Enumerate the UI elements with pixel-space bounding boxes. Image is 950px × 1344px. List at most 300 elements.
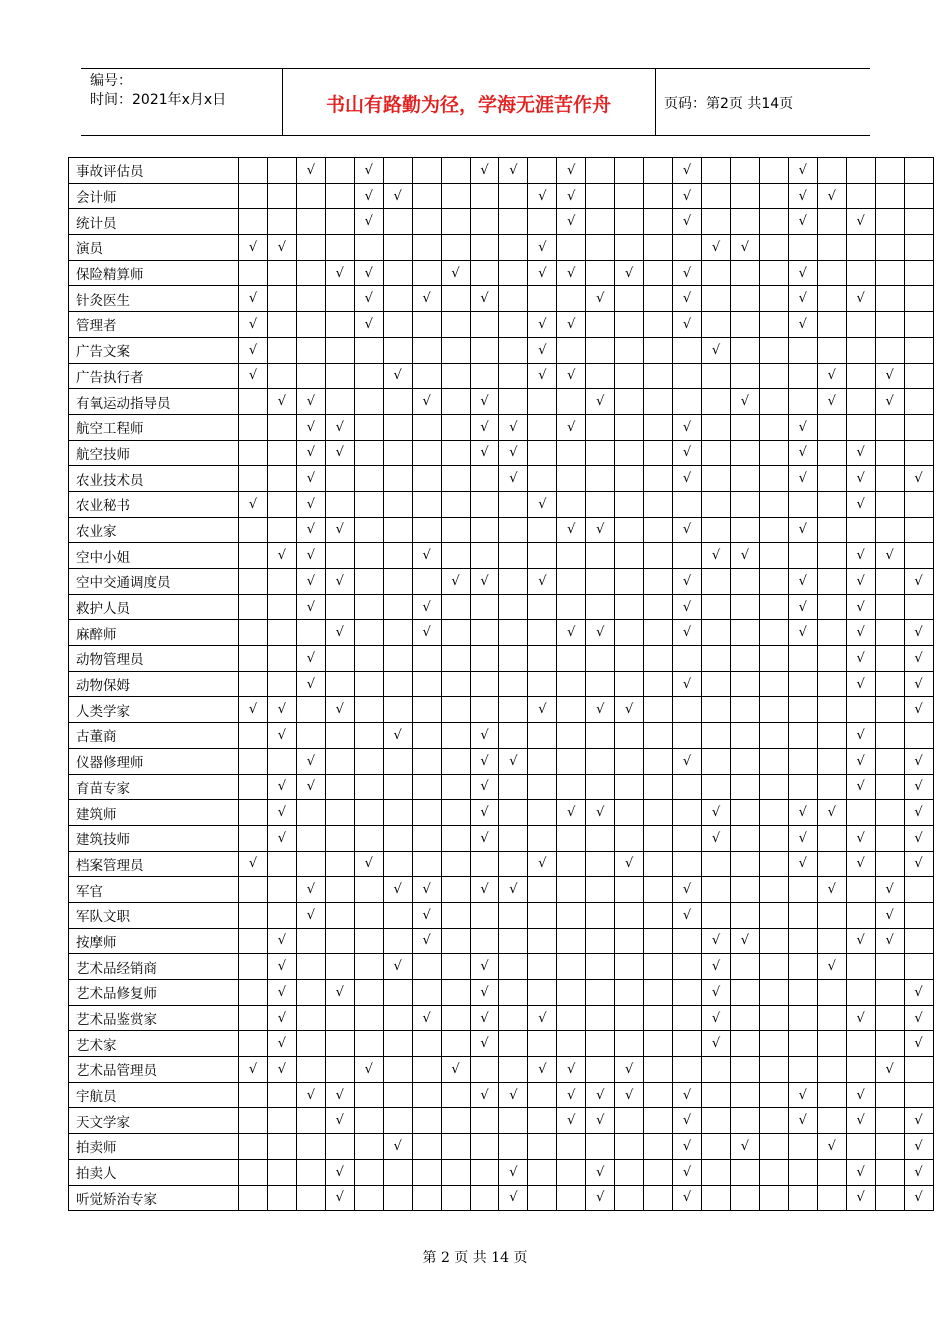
- empty-cell: [441, 1185, 470, 1211]
- empty-cell: [759, 620, 788, 646]
- empty-cell: [499, 363, 528, 389]
- check-mark-cell: √: [296, 491, 325, 517]
- empty-cell: [383, 209, 412, 235]
- check-mark-cell: √: [788, 1108, 817, 1134]
- check-mark-cell: √: [267, 235, 296, 261]
- check-mark-cell: √: [354, 1057, 383, 1083]
- occupation-name: 麻醉师: [69, 620, 239, 646]
- empty-cell: [383, 902, 412, 928]
- table-row: [69, 1082, 934, 1108]
- empty-cell: [528, 620, 557, 646]
- empty-cell: [759, 1108, 788, 1134]
- check-mark-cell: √: [528, 337, 557, 363]
- empty-cell: [557, 774, 586, 800]
- empty-cell: [383, 517, 412, 543]
- empty-cell: [788, 235, 817, 261]
- empty-cell: [788, 748, 817, 774]
- empty-cell: [296, 1134, 325, 1160]
- check-mark-cell: √: [846, 620, 875, 646]
- check-mark-cell: √: [586, 800, 615, 826]
- empty-cell: [759, 1031, 788, 1057]
- empty-cell: [441, 620, 470, 646]
- empty-cell: [557, 491, 586, 517]
- empty-cell: [412, 748, 441, 774]
- header-bottom-rule: [81, 135, 870, 136]
- check-mark-cell: √: [296, 877, 325, 903]
- empty-cell: [499, 954, 528, 980]
- check-mark-cell: √: [846, 1005, 875, 1031]
- empty-cell: [644, 723, 673, 749]
- check-mark-cell: √: [412, 286, 441, 312]
- check-mark-cell: √: [557, 517, 586, 543]
- empty-cell: [470, 466, 499, 492]
- check-mark-cell: √: [528, 1057, 557, 1083]
- empty-cell: [644, 183, 673, 209]
- empty-cell: [528, 748, 557, 774]
- empty-cell: [528, 440, 557, 466]
- empty-cell: [412, 723, 441, 749]
- check-mark-cell: √: [499, 414, 528, 440]
- occupation-name: 动物管理员: [69, 646, 239, 672]
- empty-cell: [499, 928, 528, 954]
- empty-cell: [817, 1185, 846, 1211]
- check-mark-cell: √: [673, 569, 702, 595]
- check-mark-cell: √: [904, 980, 933, 1006]
- check-mark-cell: √: [730, 389, 759, 415]
- check-mark-cell: √: [586, 1159, 615, 1185]
- empty-cell: [383, 620, 412, 646]
- empty-cell: [702, 183, 731, 209]
- empty-cell: [875, 1185, 904, 1211]
- empty-cell: [441, 337, 470, 363]
- empty-cell: [325, 825, 354, 851]
- empty-cell: [441, 928, 470, 954]
- empty-cell: [730, 774, 759, 800]
- empty-cell: [615, 158, 644, 184]
- check-mark-cell: √: [470, 286, 499, 312]
- empty-cell: [759, 980, 788, 1006]
- empty-cell: [354, 620, 383, 646]
- table-row: [69, 646, 934, 672]
- table-row: [69, 466, 934, 492]
- empty-cell: [730, 723, 759, 749]
- empty-cell: [644, 466, 673, 492]
- check-mark-cell: √: [817, 1134, 846, 1160]
- table-row: [69, 954, 934, 980]
- empty-cell: [644, 1005, 673, 1031]
- empty-cell: [383, 1005, 412, 1031]
- empty-cell: [586, 158, 615, 184]
- empty-cell: [325, 158, 354, 184]
- empty-cell: [759, 517, 788, 543]
- empty-cell: [325, 928, 354, 954]
- empty-cell: [557, 825, 586, 851]
- empty-cell: [296, 235, 325, 261]
- empty-cell: [875, 183, 904, 209]
- empty-cell: [412, 1082, 441, 1108]
- empty-cell: [528, 1082, 557, 1108]
- empty-cell: [759, 1082, 788, 1108]
- empty-cell: [239, 389, 268, 415]
- empty-cell: [875, 1108, 904, 1134]
- empty-cell: [788, 980, 817, 1006]
- empty-cell: [730, 286, 759, 312]
- empty-cell: [586, 825, 615, 851]
- empty-cell: [644, 1108, 673, 1134]
- empty-cell: [383, 235, 412, 261]
- check-mark-cell: √: [904, 825, 933, 851]
- empty-cell: [499, 774, 528, 800]
- empty-cell: [904, 594, 933, 620]
- empty-cell: [702, 646, 731, 672]
- empty-cell: [383, 337, 412, 363]
- empty-cell: [354, 671, 383, 697]
- check-mark-cell: √: [846, 286, 875, 312]
- empty-cell: [470, 1134, 499, 1160]
- check-mark-cell: √: [817, 363, 846, 389]
- check-mark-cell: √: [325, 1082, 354, 1108]
- empty-cell: [412, 1159, 441, 1185]
- occupation-name: 建筑技师: [69, 825, 239, 851]
- empty-cell: [383, 543, 412, 569]
- empty-cell: [499, 543, 528, 569]
- header-page-info: 页码：第2页 共14页: [664, 96, 794, 112]
- empty-cell: [846, 517, 875, 543]
- empty-cell: [673, 928, 702, 954]
- empty-cell: [499, 902, 528, 928]
- empty-cell: [759, 697, 788, 723]
- empty-cell: [528, 389, 557, 415]
- check-mark-cell: √: [904, 1108, 933, 1134]
- empty-cell: [557, 1031, 586, 1057]
- check-mark-cell: √: [296, 389, 325, 415]
- occupation-name: 建筑师: [69, 800, 239, 826]
- table-row: [69, 543, 934, 569]
- empty-cell: [239, 1031, 268, 1057]
- empty-cell: [702, 1185, 731, 1211]
- empty-cell: [528, 800, 557, 826]
- header-meta: [90, 72, 226, 110]
- check-mark-cell: √: [846, 646, 875, 672]
- empty-cell: [441, 1134, 470, 1160]
- occupation-name: 管理者: [69, 312, 239, 338]
- empty-cell: [383, 1159, 412, 1185]
- empty-cell: [673, 954, 702, 980]
- empty-cell: [875, 671, 904, 697]
- check-mark-cell: √: [817, 183, 846, 209]
- check-mark-cell: √: [702, 825, 731, 851]
- empty-cell: [730, 646, 759, 672]
- empty-cell: [644, 1082, 673, 1108]
- occupation-name: 拍卖人: [69, 1159, 239, 1185]
- check-mark-cell: √: [846, 440, 875, 466]
- empty-cell: [267, 491, 296, 517]
- table-row: [69, 363, 934, 389]
- check-mark-cell: √: [904, 671, 933, 697]
- empty-cell: [441, 389, 470, 415]
- empty-cell: [383, 466, 412, 492]
- empty-cell: [788, 646, 817, 672]
- empty-cell: [470, 363, 499, 389]
- empty-cell: [557, 723, 586, 749]
- table-row: [69, 491, 934, 517]
- empty-cell: [904, 312, 933, 338]
- empty-cell: [788, 774, 817, 800]
- occupation-name: 统计员: [69, 209, 239, 235]
- empty-cell: [759, 851, 788, 877]
- check-mark-cell: √: [846, 1185, 875, 1211]
- empty-cell: [470, 902, 499, 928]
- table-row: [69, 1134, 934, 1160]
- table-row: [69, 928, 934, 954]
- empty-cell: [441, 1108, 470, 1134]
- empty-cell: [586, 312, 615, 338]
- check-mark-cell: √: [615, 1057, 644, 1083]
- check-mark-cell: √: [499, 440, 528, 466]
- empty-cell: [615, 1159, 644, 1185]
- empty-cell: [586, 209, 615, 235]
- empty-cell: [325, 337, 354, 363]
- empty-cell: [296, 286, 325, 312]
- empty-cell: [499, 671, 528, 697]
- empty-cell: [644, 209, 673, 235]
- check-mark-cell: √: [383, 1134, 412, 1160]
- empty-cell: [557, 1159, 586, 1185]
- empty-cell: [817, 774, 846, 800]
- check-mark-cell: √: [239, 337, 268, 363]
- empty-cell: [759, 569, 788, 595]
- empty-cell: [702, 1134, 731, 1160]
- check-mark-cell: √: [846, 851, 875, 877]
- empty-cell: [586, 1134, 615, 1160]
- check-mark-cell: √: [730, 1134, 759, 1160]
- empty-cell: [412, 646, 441, 672]
- check-mark-cell: √: [296, 569, 325, 595]
- check-mark-cell: √: [296, 774, 325, 800]
- empty-cell: [528, 209, 557, 235]
- check-mark-cell: √: [354, 209, 383, 235]
- empty-cell: [644, 620, 673, 646]
- empty-cell: [412, 569, 441, 595]
- check-mark-cell: √: [470, 1082, 499, 1108]
- empty-cell: [702, 286, 731, 312]
- empty-cell: [528, 158, 557, 184]
- empty-cell: [846, 363, 875, 389]
- empty-cell: [702, 491, 731, 517]
- table-row: [69, 440, 934, 466]
- empty-cell: [702, 517, 731, 543]
- empty-cell: [730, 260, 759, 286]
- empty-cell: [412, 183, 441, 209]
- empty-cell: [875, 748, 904, 774]
- empty-cell: [875, 851, 904, 877]
- empty-cell: [354, 337, 383, 363]
- empty-cell: [354, 928, 383, 954]
- check-mark-cell: √: [788, 466, 817, 492]
- empty-cell: [644, 491, 673, 517]
- empty-cell: [730, 697, 759, 723]
- empty-cell: [759, 1005, 788, 1031]
- empty-cell: [759, 1185, 788, 1211]
- page-footer: 第 2 页 共 14 页: [422, 1250, 528, 1266]
- table-row: [69, 671, 934, 697]
- check-mark-cell: √: [557, 620, 586, 646]
- empty-cell: [904, 414, 933, 440]
- empty-cell: [702, 389, 731, 415]
- empty-cell: [788, 877, 817, 903]
- empty-cell: [702, 620, 731, 646]
- check-mark-cell: √: [354, 286, 383, 312]
- empty-cell: [586, 902, 615, 928]
- empty-cell: [817, 697, 846, 723]
- empty-cell: [296, 1185, 325, 1211]
- empty-cell: [499, 569, 528, 595]
- empty-cell: [239, 1005, 268, 1031]
- empty-cell: [644, 980, 673, 1006]
- empty-cell: [499, 980, 528, 1006]
- check-mark-cell: √: [788, 209, 817, 235]
- check-mark-cell: √: [730, 235, 759, 261]
- empty-cell: [586, 337, 615, 363]
- empty-cell: [788, 671, 817, 697]
- empty-cell: [441, 414, 470, 440]
- empty-cell: [239, 748, 268, 774]
- empty-cell: [528, 671, 557, 697]
- empty-cell: [383, 851, 412, 877]
- empty-cell: [904, 723, 933, 749]
- check-mark-cell: √: [788, 414, 817, 440]
- empty-cell: [239, 1082, 268, 1108]
- check-mark-cell: √: [267, 697, 296, 723]
- empty-cell: [759, 594, 788, 620]
- check-mark-cell: √: [383, 877, 412, 903]
- empty-cell: [817, 1159, 846, 1185]
- empty-cell: [615, 1005, 644, 1031]
- empty-cell: [702, 466, 731, 492]
- empty-cell: [296, 337, 325, 363]
- empty-cell: [586, 646, 615, 672]
- empty-cell: [325, 646, 354, 672]
- empty-cell: [412, 440, 441, 466]
- occupation-name: 航空技师: [69, 440, 239, 466]
- empty-cell: [817, 312, 846, 338]
- empty-cell: [267, 902, 296, 928]
- check-mark-cell: √: [383, 954, 412, 980]
- empty-cell: [296, 209, 325, 235]
- occupation-name: 按摩师: [69, 928, 239, 954]
- empty-cell: [904, 877, 933, 903]
- empty-cell: [499, 1005, 528, 1031]
- check-mark-cell: √: [788, 851, 817, 877]
- empty-cell: [470, 183, 499, 209]
- empty-cell: [557, 646, 586, 672]
- empty-cell: [441, 954, 470, 980]
- empty-cell: [441, 491, 470, 517]
- table-row: [69, 697, 934, 723]
- empty-cell: [267, 1134, 296, 1160]
- empty-cell: [354, 954, 383, 980]
- empty-cell: [383, 1185, 412, 1211]
- empty-cell: [644, 851, 673, 877]
- empty-cell: [296, 1031, 325, 1057]
- empty-cell: [499, 851, 528, 877]
- check-mark-cell: √: [788, 260, 817, 286]
- empty-cell: [354, 980, 383, 1006]
- empty-cell: [904, 1057, 933, 1083]
- check-mark-cell: √: [673, 158, 702, 184]
- empty-cell: [470, 646, 499, 672]
- empty-cell: [499, 209, 528, 235]
- occupation-name: 广告执行者: [69, 363, 239, 389]
- empty-cell: [702, 209, 731, 235]
- empty-cell: [441, 1031, 470, 1057]
- occupation-name: 艺术品修复师: [69, 980, 239, 1006]
- occupation-name: 演员: [69, 235, 239, 261]
- empty-cell: [644, 543, 673, 569]
- empty-cell: [846, 800, 875, 826]
- empty-cell: [875, 697, 904, 723]
- empty-cell: [557, 1185, 586, 1211]
- empty-cell: [615, 825, 644, 851]
- empty-cell: [354, 723, 383, 749]
- empty-cell: [730, 594, 759, 620]
- check-mark-cell: √: [557, 800, 586, 826]
- empty-cell: [702, 363, 731, 389]
- check-mark-cell: √: [325, 1159, 354, 1185]
- empty-cell: [239, 543, 268, 569]
- empty-cell: [296, 954, 325, 980]
- empty-cell: [788, 1057, 817, 1083]
- empty-cell: [412, 800, 441, 826]
- empty-cell: [730, 209, 759, 235]
- empty-cell: [296, 1159, 325, 1185]
- check-mark-cell: √: [528, 235, 557, 261]
- empty-cell: [528, 1134, 557, 1160]
- empty-cell: [904, 491, 933, 517]
- empty-cell: [615, 748, 644, 774]
- table-row: [69, 723, 934, 749]
- empty-cell: [383, 491, 412, 517]
- check-mark-cell: √: [673, 671, 702, 697]
- empty-cell: [644, 774, 673, 800]
- empty-cell: [528, 723, 557, 749]
- check-mark-cell: √: [875, 928, 904, 954]
- empty-cell: [759, 774, 788, 800]
- empty-cell: [615, 1134, 644, 1160]
- empty-cell: [354, 440, 383, 466]
- table-row: [69, 800, 934, 826]
- empty-cell: [759, 877, 788, 903]
- check-mark-cell: √: [846, 1159, 875, 1185]
- empty-cell: [383, 928, 412, 954]
- occupation-name: 古董商: [69, 723, 239, 749]
- empty-cell: [644, 928, 673, 954]
- empty-cell: [846, 337, 875, 363]
- empty-cell: [499, 286, 528, 312]
- empty-cell: [383, 1082, 412, 1108]
- check-mark-cell: √: [730, 928, 759, 954]
- empty-cell: [846, 877, 875, 903]
- check-mark-cell: √: [673, 748, 702, 774]
- empty-cell: [441, 723, 470, 749]
- empty-cell: [673, 235, 702, 261]
- empty-cell: [759, 825, 788, 851]
- empty-cell: [788, 697, 817, 723]
- check-mark-cell: √: [904, 748, 933, 774]
- empty-cell: [759, 312, 788, 338]
- empty-cell: [846, 414, 875, 440]
- empty-cell: [817, 902, 846, 928]
